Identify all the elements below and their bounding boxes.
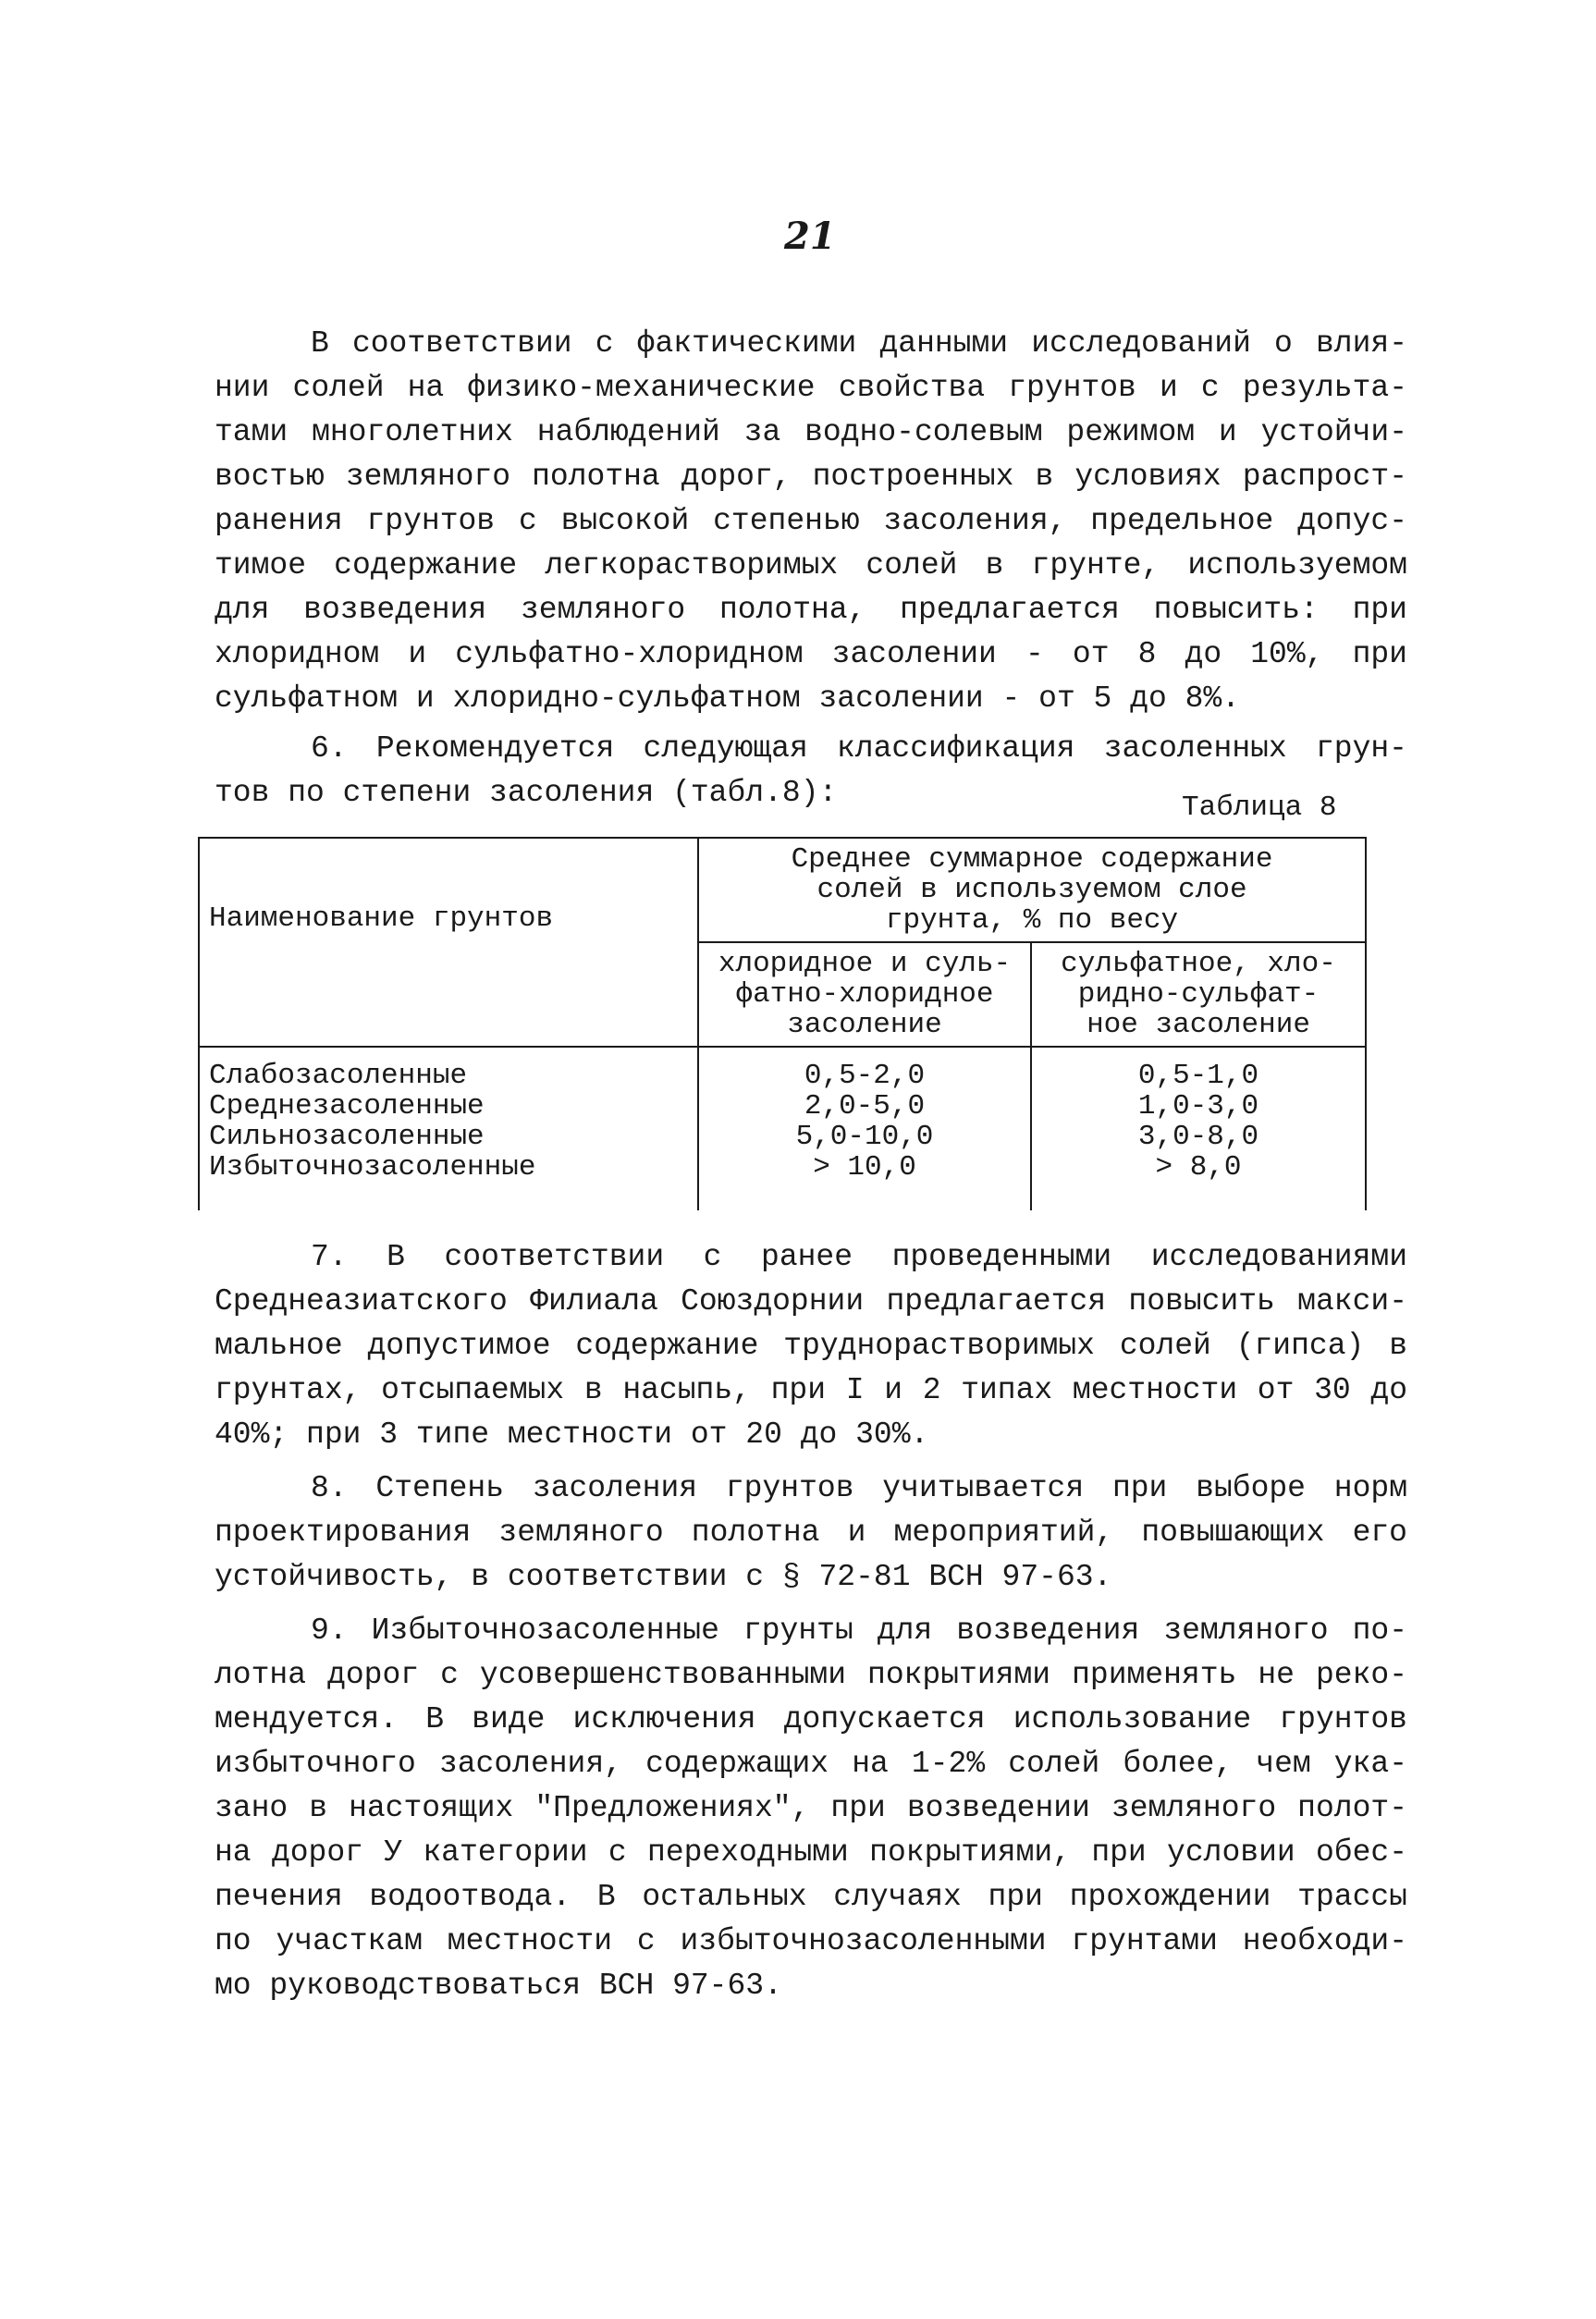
- text-line: зано в настоящих "Предложениях", при возведении земляного полот-: [215, 1791, 1407, 1825]
- text-line: 6. Рекомендуется следующая классификация засоленных грун-: [311, 731, 1407, 766]
- text-line: хлоридном и сульфатно-хлоридном засолении - от 8 до 10%, при: [215, 637, 1407, 671]
- salinity-classification-table: [198, 837, 1367, 1210]
- text-line: нии солей на физико-механические свойства грунтов и с результа-: [215, 371, 1407, 405]
- text-line: 9. Избыточнозасоленные грунты для возведения земляного по-: [311, 1613, 1407, 1648]
- text-line: избыточного засоления, содержащих на 1-2% солей более, чем ука-: [215, 1747, 1407, 1781]
- table-cell-value: > 10,0: [813, 1151, 916, 1184]
- header-line: грунта, % по весу: [885, 904, 1179, 937]
- text-line: мальное допустимое содержание труднорастворимых солей (гипса) в: [215, 1329, 1407, 1363]
- text-line: Среднеазиатского Филиала Союздорнии предлагается повысить макси-: [215, 1284, 1407, 1319]
- header-line: ридно-сульфат-: [1077, 978, 1320, 1011]
- table-cell-value: 3,0-8,0: [1137, 1121, 1259, 1153]
- chloride-values-cell: [698, 1047, 1031, 1210]
- header-line: фатно-хлоридное: [735, 978, 994, 1011]
- table-header-row: [199, 838, 1366, 942]
- text-line: устойчивость, в соответствии с § 72-81 ВСН 97-63.: [215, 1560, 1112, 1594]
- text-line: тимое содержание легкорастворимых солей в грунте, используемом: [215, 548, 1407, 583]
- text-line: по участкам местности с избыточнозасоленными грунтами необходи-: [215, 1924, 1407, 1958]
- column-header-chloride: [698, 942, 1031, 1047]
- text-line: тов по степени засоления (табл.8):: [215, 776, 838, 810]
- table-cell-value: 0,5-2,0: [804, 1060, 926, 1092]
- table-cell-value: 0,5-1,0: [1137, 1060, 1259, 1092]
- text-line: тами многолетних наблюдений за водно-солевым режимом и устойчи-: [215, 415, 1407, 449]
- table-cell-name: Избыточнозасоленные: [209, 1151, 536, 1184]
- table-cell-value: 1,0-3,0: [1137, 1090, 1259, 1123]
- table-caption: Таблица 8: [1182, 791, 1337, 824]
- table-cell-value: 5,0-10,0: [795, 1121, 934, 1153]
- text-line: грунтах, отсыпаемых в насыпь, при I и 2 типах местности от 30 до: [215, 1373, 1407, 1407]
- text-line: мо руководствоваться ВСН 97-63.: [215, 1969, 782, 2003]
- header-line: ное засоление: [1087, 1009, 1310, 1041]
- text-line: 7. В соответствии с ранее проведенными исследованиями: [311, 1240, 1407, 1274]
- text-line: 8. Степень засоления грунтов учитывается при выборе норм: [311, 1471, 1407, 1505]
- header-line: засоление: [787, 1009, 942, 1041]
- sulfate-values-cell: [1031, 1047, 1366, 1210]
- text-line: лотна дорог с усовершенствованными покрытиями применять не реко-: [215, 1658, 1407, 1692]
- table-cell-name: Сильнозасоленные: [209, 1121, 485, 1153]
- table-body-row: [199, 1047, 1366, 1210]
- text-line: сульфатном и хлоридно-сульфатном засолении - от 5 до 8%.: [215, 681, 1240, 716]
- table-cell-name: Среднезасоленные: [209, 1090, 485, 1123]
- soil-names-cell: [199, 1047, 698, 1210]
- text-line: 40%; при 3 типе местности от 20 до 30%.: [215, 1417, 929, 1452]
- column-header-soil-name: Наименование грунтов: [199, 838, 698, 1047]
- header-line: сульфатное, хло-: [1061, 948, 1336, 980]
- text-line: мендуется. В виде исключения допускается использование грунтов: [215, 1702, 1407, 1736]
- text-line: проектирования земляного полотна и мероприятий, повышающих его: [215, 1515, 1407, 1550]
- group-header-salt-content: [698, 838, 1366, 942]
- header-line: солей в используемом слое: [816, 874, 1247, 906]
- column-header-sulfate: [1031, 942, 1366, 1047]
- table-cell-value: 2,0-5,0: [804, 1090, 926, 1123]
- text-line: востью земляного полотна дорог, построенных в условиях распрост-: [215, 460, 1407, 494]
- table-cell-name: Слабозасоленные: [209, 1060, 468, 1092]
- text-line: на дорог У категории с переходными покрытиями, при условии обес-: [215, 1835, 1407, 1870]
- text-line: В соответствии с фактическими данными исследований о влия-: [311, 326, 1407, 361]
- table-cell-value: > 8,0: [1155, 1151, 1242, 1184]
- header-line: Среднее суммарное содержание: [791, 843, 1273, 876]
- text-line: печения водоотвода. В остальных случаях при прохождении трассы: [215, 1880, 1407, 1914]
- text-line: для возведения земляного полотна, предлагается повысить: при: [215, 593, 1407, 627]
- page-number: 21: [784, 215, 836, 258]
- header-line: хлоридное и суль-: [718, 948, 1012, 980]
- text-line: ранения грунтов с высокой степенью засоления, предельное допус-: [215, 504, 1407, 538]
